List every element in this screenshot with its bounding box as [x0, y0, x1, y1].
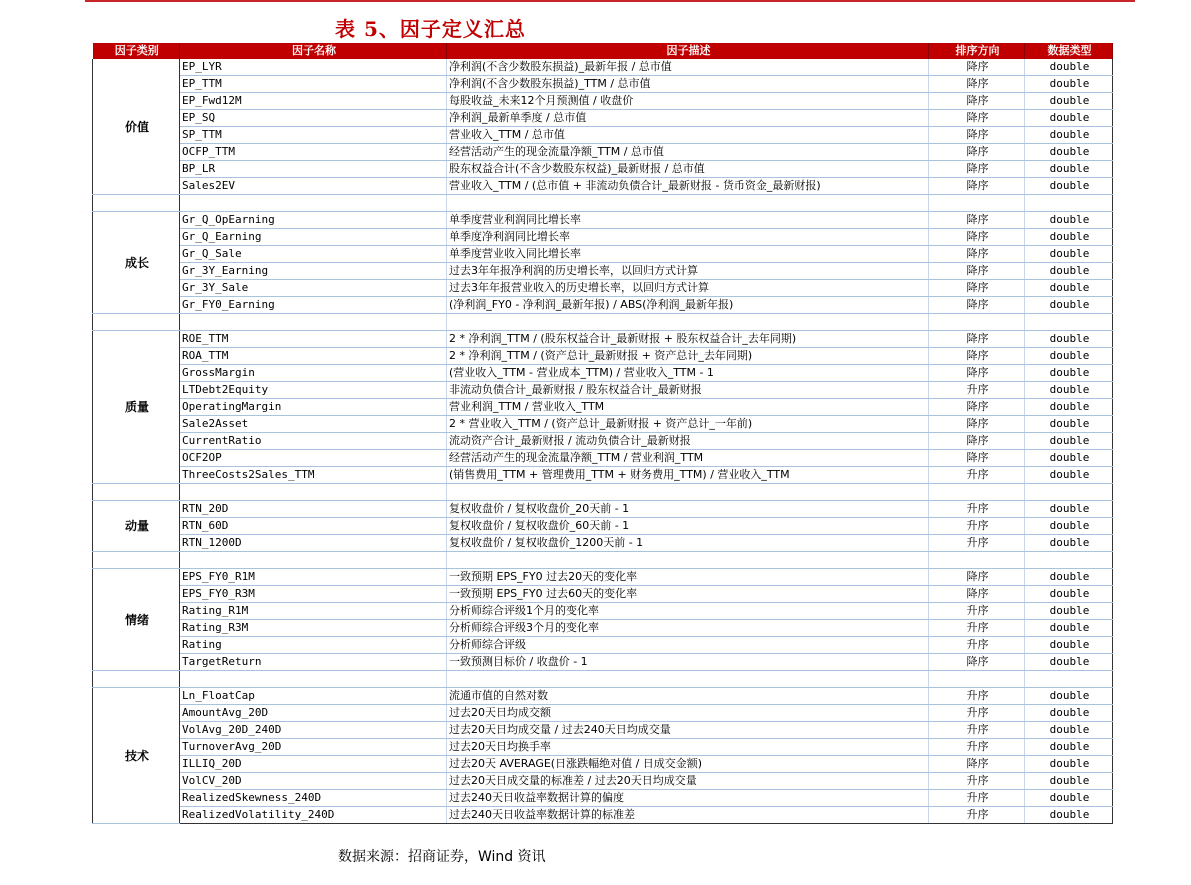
- table-row: [93, 280, 1113, 297]
- data-type-cell: double: [1025, 790, 1113, 807]
- factor-name-cell: Gr_Q_Sale: [180, 246, 447, 263]
- data-type-cell: double: [1025, 246, 1113, 263]
- table-row: [93, 688, 1113, 705]
- factor-description-cell: 一致预期 EPS_FY0 过去60天的变化率: [447, 586, 929, 603]
- sort-direction-cell: 升序: [929, 467, 1025, 484]
- table-row: [93, 773, 1113, 790]
- spacer-cell: [180, 484, 447, 501]
- factor-name-cell: RealizedVolatility_240D: [180, 807, 447, 824]
- data-type-cell: double: [1025, 331, 1113, 348]
- factor-description-cell: (销售费用_TTM + 管理费用_TTM + 财务费用_TTM) / 营业收入_TTM: [447, 467, 929, 484]
- spacer-cell: [929, 484, 1025, 501]
- group-spacer-row: [93, 314, 1113, 331]
- data-type-cell: double: [1025, 739, 1113, 756]
- sort-direction-cell: 降序: [929, 569, 1025, 586]
- data-type-cell: double: [1025, 569, 1113, 586]
- spacer-cell: [93, 552, 180, 569]
- data-type-cell: double: [1025, 603, 1113, 620]
- spacer-cell: [1025, 552, 1113, 569]
- factor-name-cell: Gr_Q_OpEarning: [180, 212, 447, 229]
- factor-description-cell: 流通市值的自然对数: [447, 688, 929, 705]
- factor-name-cell: VolAvg_20D_240D: [180, 722, 447, 739]
- factor-description-cell: 2 * 营业收入_TTM / (资产总计_最新财报 + 资产总计_一年前): [447, 416, 929, 433]
- spacer-cell: [447, 671, 929, 688]
- sort-direction-cell: 升序: [929, 790, 1025, 807]
- table-row: [93, 433, 1113, 450]
- factor-description-cell: 复权收盘价 / 复权收盘价_60天前 - 1: [447, 518, 929, 535]
- table-row: [93, 246, 1113, 263]
- sort-direction-cell: 升序: [929, 773, 1025, 790]
- factor-name-cell: Gr_3Y_Earning: [180, 263, 447, 280]
- spacer-cell: [1025, 314, 1113, 331]
- table-row: [93, 620, 1113, 637]
- spacer-cell: [447, 195, 929, 212]
- spacer-cell: [447, 552, 929, 569]
- sort-direction-cell: 降序: [929, 93, 1025, 110]
- sort-direction-cell: 升序: [929, 382, 1025, 399]
- factor-name-cell: GrossMargin: [180, 365, 447, 382]
- factor-name-cell: TurnoverAvg_20D: [180, 739, 447, 756]
- sort-direction-cell: 降序: [929, 127, 1025, 144]
- spacer-cell: [929, 195, 1025, 212]
- group-spacer-row: [93, 484, 1113, 501]
- factor-description-cell: 过去20天日成交量的标准差 / 过去20天日均成交量: [447, 773, 929, 790]
- data-type-cell: double: [1025, 59, 1113, 76]
- table-row: [93, 535, 1113, 552]
- sort-direction-cell: 降序: [929, 280, 1025, 297]
- data-type-cell: double: [1025, 365, 1113, 382]
- factor-name-cell: Gr_FY0_Earning: [180, 297, 447, 314]
- table-row: [93, 467, 1113, 484]
- table-row: [93, 739, 1113, 756]
- sort-direction-cell: 升序: [929, 620, 1025, 637]
- category-cell: 技术: [93, 688, 180, 824]
- factor-name-cell: CurrentRatio: [180, 433, 447, 450]
- factor-description-cell: 营业收入_TTM / 总市值: [447, 127, 929, 144]
- factor-description-cell: 非流动负债合计_最新财报 / 股东权益合计_最新财报: [447, 382, 929, 399]
- factor-description-cell: 流动资产合计_最新财报 / 流动负债合计_最新财报: [447, 433, 929, 450]
- table-row: [93, 807, 1113, 824]
- table-row: [93, 212, 1113, 229]
- data-type-cell: double: [1025, 807, 1113, 824]
- data-type-cell: double: [1025, 297, 1113, 314]
- factor-description-cell: 股东权益合计(不含少数股东权益)_最新财报 / 总市值: [447, 161, 929, 178]
- factor-description-cell: 过去20天日均换手率: [447, 739, 929, 756]
- data-type-cell: double: [1025, 110, 1113, 127]
- table-row: [93, 365, 1113, 382]
- factor-name-cell: Rating: [180, 637, 447, 654]
- factor-description-cell: 营业收入_TTM / (总市值 + 非流动负债合计_最新财报 - 货币资金_最新财报): [447, 178, 929, 195]
- table-row: [93, 518, 1113, 535]
- table-row: [93, 756, 1113, 773]
- table-row: [93, 586, 1113, 603]
- factor-name-cell: Ln_FloatCap: [180, 688, 447, 705]
- factor-table: [92, 43, 1113, 824]
- table-row: [93, 76, 1113, 93]
- category-cell: 情绪: [93, 569, 180, 671]
- factor-description-cell: 复权收盘价 / 复权收盘价_1200天前 - 1: [447, 535, 929, 552]
- factor-description-cell: (营业收入_TTM - 营业成本_TTM) / 营业收入_TTM - 1: [447, 365, 929, 382]
- group-spacer-row: [93, 552, 1113, 569]
- data-type-cell: double: [1025, 144, 1113, 161]
- data-type-cell: double: [1025, 722, 1113, 739]
- table-row: [93, 127, 1113, 144]
- factor-name-cell: AmountAvg_20D: [180, 705, 447, 722]
- factor-description-cell: 过去20天 AVERAGE(日涨跌幅绝对值 / 日成交金额): [447, 756, 929, 773]
- header-category: 因子类别: [93, 43, 180, 59]
- sort-direction-cell: 升序: [929, 637, 1025, 654]
- data-type-cell: double: [1025, 450, 1113, 467]
- data-type-cell: double: [1025, 620, 1113, 637]
- factor-name-cell: Rating_R1M: [180, 603, 447, 620]
- sort-direction-cell: 降序: [929, 756, 1025, 773]
- data-type-cell: double: [1025, 586, 1113, 603]
- table-row: [93, 178, 1113, 195]
- spacer-cell: [93, 484, 180, 501]
- sort-direction-cell: 降序: [929, 416, 1025, 433]
- top-rule: [85, 0, 1135, 2]
- data-type-cell: double: [1025, 161, 1113, 178]
- factor-name-cell: EPS_FY0_R3M: [180, 586, 447, 603]
- spacer-cell: [929, 671, 1025, 688]
- factor-name-cell: Gr_Q_Earning: [180, 229, 447, 246]
- data-type-cell: double: [1025, 93, 1113, 110]
- category-cell: 成长: [93, 212, 180, 314]
- factor-description-cell: (净利润_FY0 - 净利润_最新年报) / ABS(净利润_最新年报): [447, 297, 929, 314]
- sort-direction-cell: 降序: [929, 76, 1025, 93]
- sort-direction-cell: 升序: [929, 603, 1025, 620]
- factor-name-cell: EP_SQ: [180, 110, 447, 127]
- factor-name-cell: TargetReturn: [180, 654, 447, 671]
- factor-description-cell: 过去3年年报净利润的历史增长率，以回归方式计算: [447, 263, 929, 280]
- group-spacer-row: [93, 195, 1113, 212]
- factor-name-cell: BP_LR: [180, 161, 447, 178]
- spacer-cell: [929, 552, 1025, 569]
- factor-description-cell: 每股收益_未来12个月预测值 / 收盘价: [447, 93, 929, 110]
- category-cell: 质量: [93, 331, 180, 484]
- sort-direction-cell: 降序: [929, 161, 1025, 178]
- factor-name-cell: VolCV_20D: [180, 773, 447, 790]
- factor-name-cell: Rating_R3M: [180, 620, 447, 637]
- table-row: [93, 603, 1113, 620]
- table-row: [93, 654, 1113, 671]
- sort-direction-cell: 降序: [929, 348, 1025, 365]
- table-row: [93, 450, 1113, 467]
- factor-description-cell: 净利润(不含少数股东损益)_TTM / 总市值: [447, 76, 929, 93]
- header-sort-direction: 排序方向: [929, 43, 1025, 59]
- table-row: [93, 569, 1113, 586]
- table-row: [93, 501, 1113, 518]
- factor-name-cell: OCFP_TTM: [180, 144, 447, 161]
- factor-description-cell: 2 * 净利润_TTM / (股东权益合计_最新财报 + 股东权益合计_去年同期): [447, 331, 929, 348]
- data-type-cell: double: [1025, 399, 1113, 416]
- factor-name-cell: RTN_60D: [180, 518, 447, 535]
- spacer-cell: [180, 314, 447, 331]
- group-spacer-row: [93, 671, 1113, 688]
- spacer-cell: [180, 671, 447, 688]
- factor-name-cell: RTN_1200D: [180, 535, 447, 552]
- table-row: [93, 144, 1113, 161]
- factor-name-cell: ILLIQ_20D: [180, 756, 447, 773]
- table-row: [93, 790, 1113, 807]
- table-row: [93, 263, 1113, 280]
- factor-name-cell: EP_TTM: [180, 76, 447, 93]
- spacer-cell: [180, 552, 447, 569]
- data-type-cell: double: [1025, 76, 1113, 93]
- sort-direction-cell: 降序: [929, 297, 1025, 314]
- table-row: [93, 229, 1113, 246]
- factor-name-cell: Sales2EV: [180, 178, 447, 195]
- factor-description-cell: 净利润(不含少数股东损益)_最新年报 / 总市值: [447, 59, 929, 76]
- data-type-cell: double: [1025, 127, 1113, 144]
- data-type-cell: double: [1025, 654, 1113, 671]
- factor-description-cell: 分析师综合评级3个月的变化率: [447, 620, 929, 637]
- data-type-cell: double: [1025, 280, 1113, 297]
- table-row: [93, 161, 1113, 178]
- spacer-cell: [180, 195, 447, 212]
- factor-description-cell: 分析师综合评级: [447, 637, 929, 654]
- category-cell: 价值: [93, 59, 180, 195]
- sort-direction-cell: 降序: [929, 110, 1025, 127]
- factor-name-cell: SP_TTM: [180, 127, 447, 144]
- table-row: [93, 399, 1113, 416]
- source-note: 数据来源：招商证券，Wind 资讯: [338, 849, 546, 865]
- sort-direction-cell: 降序: [929, 654, 1025, 671]
- factor-name-cell: ThreeCosts2Sales_TTM: [180, 467, 447, 484]
- sort-direction-cell: 降序: [929, 229, 1025, 246]
- data-type-cell: double: [1025, 773, 1113, 790]
- sort-direction-cell: 降序: [929, 59, 1025, 76]
- factor-name-cell: Sale2Asset: [180, 416, 447, 433]
- data-type-cell: double: [1025, 501, 1113, 518]
- factor-name-cell: OCF2OP: [180, 450, 447, 467]
- table-row: [93, 93, 1113, 110]
- sort-direction-cell: 降序: [929, 144, 1025, 161]
- sort-direction-cell: 升序: [929, 807, 1025, 824]
- factor-description-cell: 复权收盘价 / 复权收盘价_20天前 - 1: [447, 501, 929, 518]
- data-type-cell: double: [1025, 535, 1113, 552]
- factor-name-cell: ROE_TTM: [180, 331, 447, 348]
- table-row: [93, 331, 1113, 348]
- factor-description-cell: 一致预测目标价 / 收盘价 - 1: [447, 654, 929, 671]
- sort-direction-cell: 降序: [929, 399, 1025, 416]
- spacer-cell: [929, 314, 1025, 331]
- data-type-cell: double: [1025, 382, 1113, 399]
- data-type-cell: double: [1025, 263, 1113, 280]
- data-type-cell: double: [1025, 348, 1113, 365]
- sort-direction-cell: 升序: [929, 739, 1025, 756]
- factor-description-cell: 经营活动产生的现金流量净额_TTM / 总市值: [447, 144, 929, 161]
- table-row: [93, 59, 1113, 76]
- data-type-cell: double: [1025, 416, 1113, 433]
- factor-name-cell: OperatingMargin: [180, 399, 447, 416]
- header-name: 因子名称: [180, 43, 447, 59]
- header-data-type: 数据类型: [1025, 43, 1113, 59]
- factor-description-cell: 营业利润_TTM / 营业收入_TTM: [447, 399, 929, 416]
- spacer-cell: [1025, 671, 1113, 688]
- data-type-cell: double: [1025, 688, 1113, 705]
- spacer-cell: [93, 671, 180, 688]
- data-type-cell: double: [1025, 637, 1113, 654]
- sort-direction-cell: 升序: [929, 501, 1025, 518]
- spacer-cell: [447, 314, 929, 331]
- sort-direction-cell: 降序: [929, 586, 1025, 603]
- sort-direction-cell: 降序: [929, 331, 1025, 348]
- factor-description-cell: 2 * 净利润_TTM / (资产总计_最新财报 + 资产总计_去年同期): [447, 348, 929, 365]
- factor-description-cell: 单季度营业收入同比增长率: [447, 246, 929, 263]
- factor-name-cell: Gr_3Y_Sale: [180, 280, 447, 297]
- table-row: [93, 637, 1113, 654]
- spacer-cell: [447, 484, 929, 501]
- factor-description-cell: 单季度营业利润同比增长率: [447, 212, 929, 229]
- sort-direction-cell: 降序: [929, 450, 1025, 467]
- spacer-cell: [1025, 484, 1113, 501]
- data-type-cell: double: [1025, 467, 1113, 484]
- spacer-cell: [93, 314, 180, 331]
- factor-description-cell: 过去20天日均成交量 / 过去240天日均成交量: [447, 722, 929, 739]
- factor-description-cell: 过去240天日收益率数据计算的标准差: [447, 807, 929, 824]
- factor-description-cell: 单季度净利润同比增长率: [447, 229, 929, 246]
- data-type-cell: double: [1025, 518, 1113, 535]
- table-row: [93, 382, 1113, 399]
- sort-direction-cell: 降序: [929, 178, 1025, 195]
- factor-description-cell: 一致预期 EPS_FY0 过去20天的变化率: [447, 569, 929, 586]
- sort-direction-cell: 升序: [929, 518, 1025, 535]
- factor-description-cell: 经营活动产生的现金流量净额_TTM / 营业利润_TTM: [447, 450, 929, 467]
- sort-direction-cell: 升序: [929, 722, 1025, 739]
- factor-description-cell: 净利润_最新单季度 / 总市值: [447, 110, 929, 127]
- sort-direction-cell: 降序: [929, 263, 1025, 280]
- data-type-cell: double: [1025, 178, 1113, 195]
- table-row: [93, 110, 1113, 127]
- factor-name-cell: EPS_FY0_R1M: [180, 569, 447, 586]
- sort-direction-cell: 降序: [929, 365, 1025, 382]
- table-body: [93, 59, 1113, 824]
- sort-direction-cell: 升序: [929, 705, 1025, 722]
- table-row: [93, 297, 1113, 314]
- table-row: [93, 416, 1113, 433]
- factor-name-cell: RTN_20D: [180, 501, 447, 518]
- factor-description-cell: 过去240天日收益率数据计算的偏度: [447, 790, 929, 807]
- sort-direction-cell: 升序: [929, 688, 1025, 705]
- table-row: [93, 705, 1113, 722]
- factor-name-cell: EP_Fwd12M: [180, 93, 447, 110]
- factor-name-cell: LTDebt2Equity: [180, 382, 447, 399]
- data-type-cell: double: [1025, 229, 1113, 246]
- data-type-cell: double: [1025, 756, 1113, 773]
- factor-description-cell: 过去3年年报营业收入的历史增长率，以回归方式计算: [447, 280, 929, 297]
- sort-direction-cell: 降序: [929, 212, 1025, 229]
- data-type-cell: double: [1025, 212, 1113, 229]
- data-type-cell: double: [1025, 433, 1113, 450]
- factor-name-cell: EP_LYR: [180, 59, 447, 76]
- factor-name-cell: RealizedSkewness_240D: [180, 790, 447, 807]
- header-description: 因子描述: [447, 43, 929, 59]
- spacer-cell: [93, 195, 180, 212]
- sort-direction-cell: 降序: [929, 433, 1025, 450]
- data-type-cell: double: [1025, 705, 1113, 722]
- table-header-row: [93, 43, 1113, 59]
- category-cell: 动量: [93, 501, 180, 552]
- page-title: 表 5、因子定义汇总: [335, 17, 526, 41]
- sort-direction-cell: 降序: [929, 246, 1025, 263]
- factor-name-cell: ROA_TTM: [180, 348, 447, 365]
- table-row: [93, 722, 1113, 739]
- sort-direction-cell: 升序: [929, 535, 1025, 552]
- factor-description-cell: 过去20天日均成交额: [447, 705, 929, 722]
- table-row: [93, 348, 1113, 365]
- spacer-cell: [1025, 195, 1113, 212]
- factor-description-cell: 分析师综合评级1个月的变化率: [447, 603, 929, 620]
